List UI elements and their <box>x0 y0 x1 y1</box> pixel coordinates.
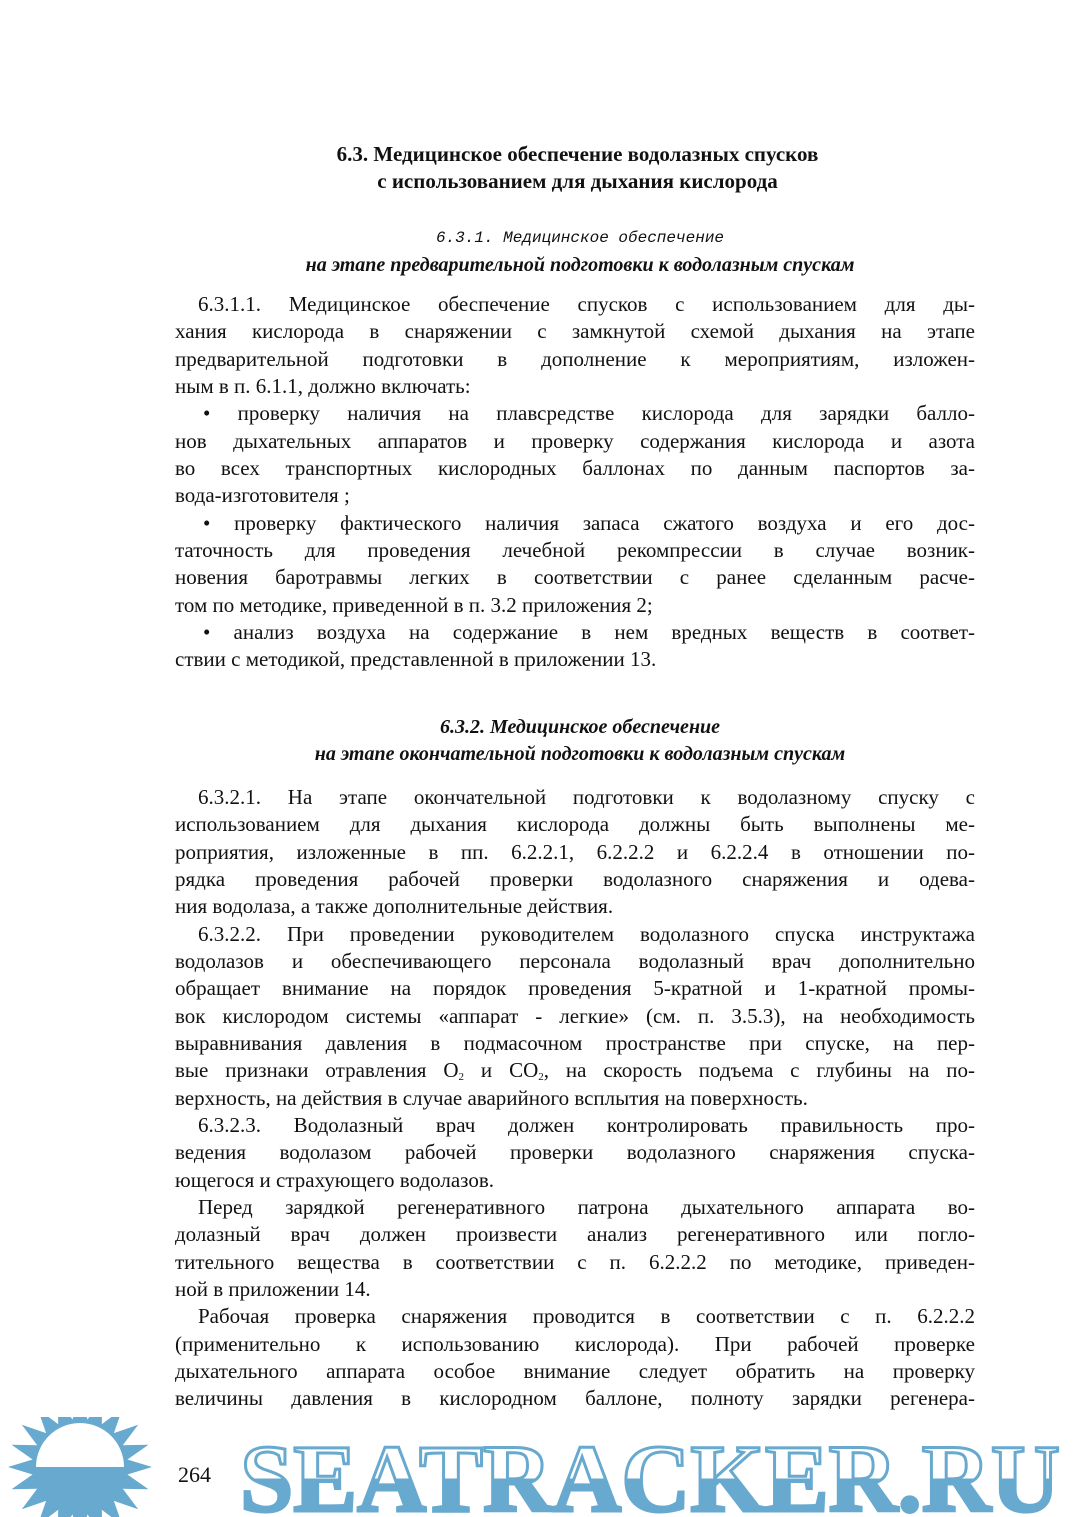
text-line: вок кислородом системы «аппарат - легкие» (см. п. 3.5.3), на необходимость <box>175 1003 975 1028</box>
subscript: 2 <box>458 1071 465 1084</box>
text-line: величины давления в кислородном баллоне, полноту зарядки регенера- <box>175 1386 975 1411</box>
text-line: 6.3.2.3. Водолазный врач должен контролировать правильность про- <box>198 1112 975 1137</box>
text-line: обращает внимание на порядок проведения 5-кратной и 1-кратной промы- <box>175 976 975 1001</box>
text-line: верхность, на действия в случае аварийного всплытия на поверхность. <box>175 1085 808 1110</box>
subsection-heading-line-2: на этапе предварительной подготовки к водолазным спускам <box>305 254 855 276</box>
text-fragment: вые признаки отравления O <box>175 1058 459 1083</box>
seatracker-watermark <box>0 1417 1080 1517</box>
text-line: выравнивания давления в подмасочном пространстве при спуске, на пер- <box>175 1030 975 1055</box>
text-line: хания кислорода в снаряжении с замкнутой схемой дыхания на этапе <box>175 319 975 344</box>
text-line: роприятия, изложенные в пп. 6.2.2.1, 6.2.2.2 и 6.2.2.4 в отношении по- <box>175 839 975 864</box>
text-line: том по методике, приведенной в п. 3.2 приложения 2; <box>175 592 653 617</box>
text-line: тительного вещества в соответствии с п. 6.2.2.2 по методике, приведен- <box>175 1249 975 1274</box>
text-line: новения баротравмы легких в соответствии с ранее сделанным расче- <box>175 565 975 590</box>
text-line: использованием для дыхания кислорода должны быть выполнены ме- <box>175 812 975 837</box>
text-line: водолазов и обеспечивающего персонала водолазный врач дополнительно <box>175 948 975 973</box>
text-line: таточность для проведения лечебной рекомпрессии в случае возник- <box>175 537 975 562</box>
text-line: Рабочая проверка снаряжения проводится в соответствии с п. 6.2.2.2 <box>198 1304 975 1329</box>
sun-logo-icon <box>8 1417 152 1517</box>
section-6-3-2-body <box>175 784 975 1413</box>
text-line: дыхательного аппарата особое внимание следует обратить на проверку <box>175 1358 975 1383</box>
text-line: 6.3.2.2. При проведении руководителем водолазного спуска инструктажа <box>198 921 975 946</box>
section-title <box>0 141 1080 195</box>
text-line: ным в п. 6.1.1, должно включать: <box>175 373 471 398</box>
subsection-heading-line-2: на этапе окончательной подготовки к водолазным спускам <box>314 743 846 765</box>
subsection-heading-line-1: 6.3.2. Медицинское обеспечение <box>439 716 721 738</box>
text-line-with-formulas <box>175 1057 975 1084</box>
section-title-line-2: с использованием для дыхания кислорода <box>377 169 778 193</box>
text-line: ствии с методикой, представленной в приложении 13. <box>175 647 657 672</box>
section-6-3-1-body <box>175 291 975 674</box>
text-line: ния водолаза, а также дополнительные действия. <box>175 894 614 919</box>
section-title-line-1: 6.3. Медицинское обеспечение водолазных спусков <box>336 142 819 166</box>
text-line: 6.3.1.1. Медицинское обеспечение спусков с использованием для ды- <box>198 292 975 316</box>
text-line: (применительно к использованию кислорода). При рабочей проверке <box>175 1331 975 1356</box>
subsection-heading-6-3-1 <box>0 225 1080 279</box>
text-line: • проверку фактического наличия запаса сжатого воздуха и его дос- <box>203 510 975 535</box>
text-line: ведения водолазом рабочей проверки водолазного снаряжения спуска- <box>175 1140 975 1165</box>
subscript: 2 <box>538 1071 544 1084</box>
text-line: нов дыхательных аппаратов и проверку содержания кислорода и азота <box>175 428 975 453</box>
text-line: долазный врач должен произвести анализ регенеративного или погло- <box>175 1222 975 1247</box>
text-line: во всех транспортных кислородных баллонах по данным паспортов за- <box>175 455 975 480</box>
text-line: вода-изготовителя ; <box>175 483 350 508</box>
watermark-text: SEATRACKER.RU <box>240 1425 1060 1517</box>
text-line: 6.3.2.1. На этапе окончательной подготовки к водолазному спуску с <box>198 785 975 809</box>
text-line: рядка проведения рабочей проверки водолазного снаряжения и одева- <box>175 866 975 891</box>
text-line: • анализ воздуха на содержание в нем вредных веществ в соответ- <box>203 619 975 644</box>
text-line: ной в приложении 14. <box>175 1276 371 1301</box>
subsection-heading-line-1: 6.3.1. Медицинское обеспечение <box>435 229 725 247</box>
subsection-heading-6-3-2 <box>0 714 1080 768</box>
text-line: Перед зарядкой регенеративного патрона дыхательного аппарата во- <box>198 1194 975 1219</box>
text-line: • проверку наличия на плавсредстве кислорода для зарядки балло- <box>203 401 975 426</box>
text-fragment: и CO <box>464 1058 539 1083</box>
text-fragment: , на скорость подъема с глубины на по- <box>543 1058 975 1083</box>
text-line: ющегося и страхующего водолазов. <box>175 1167 495 1192</box>
page-number: 264 <box>178 1462 211 1487</box>
text-line: предварительной подготовки в дополнение к мероприятиям, изложен- <box>175 346 975 371</box>
